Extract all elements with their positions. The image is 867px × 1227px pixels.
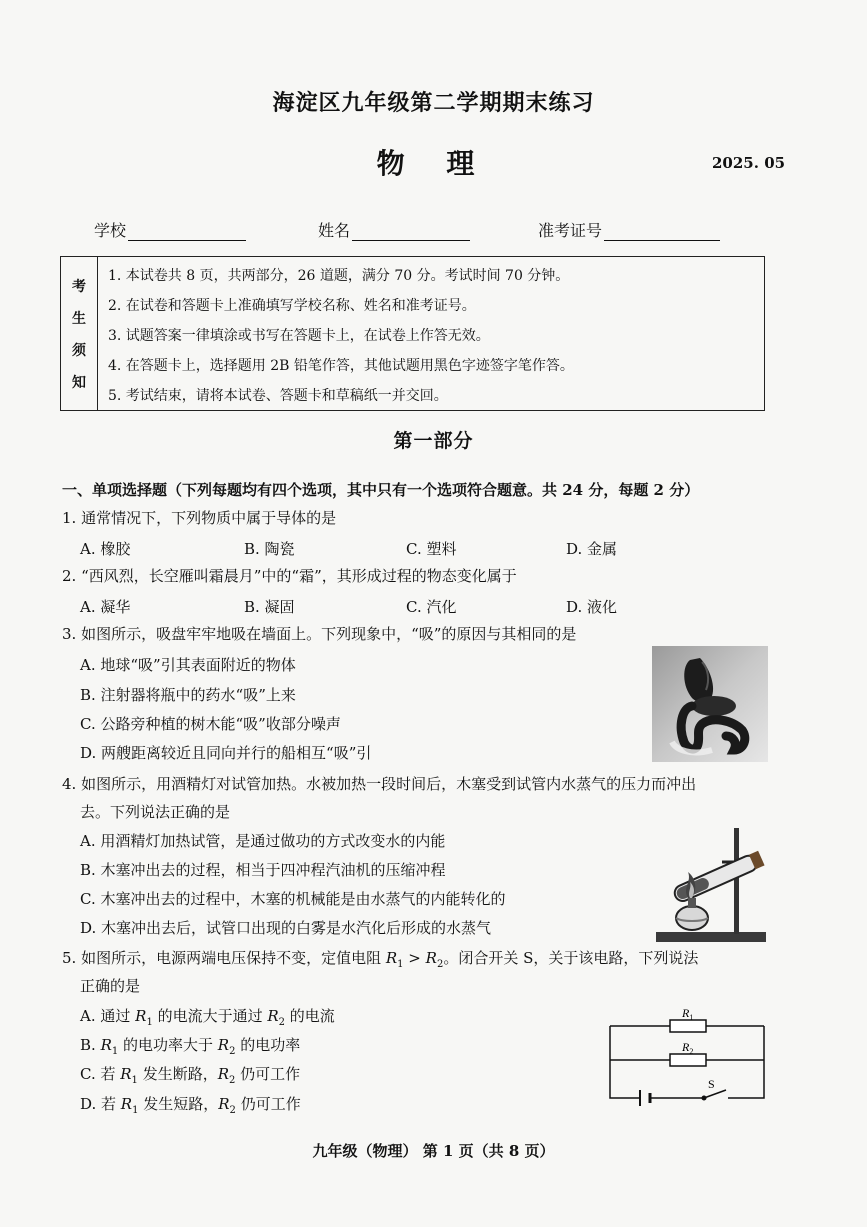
q2-option-c[interactable]: C. 汽化 — [406, 598, 457, 616]
q5-option-a[interactable]: A. 通过 $R_1$ 的电流大于通过 $R_2$ 的电流 — [80, 1007, 335, 1028]
question-3-stem: 3. 如图所示，吸盘牢牢地吸在墙面上。下列现象中，“吸”的原因与其相同的是 — [62, 625, 577, 643]
name-field[interactable] — [318, 218, 470, 241]
q2-option-d[interactable]: D. 液化 — [566, 598, 618, 616]
exam-date: 2025. 05 — [712, 154, 786, 172]
q3-option-d[interactable]: D. 两艘距离较近且同向并行的船相互“吸”引 — [80, 744, 372, 762]
switch-s — [704, 1090, 726, 1098]
q5-option-b[interactable]: B. $R_1$ 的电功率大于 $R_2$ 的电功率 — [80, 1036, 301, 1057]
resistor-r2 — [670, 1054, 706, 1066]
label-r1: $R_1$ — [682, 1006, 694, 1022]
notice-item: 5. 考试结束，请将本试卷、答题卡和草稿纸一并交回。 — [108, 388, 448, 404]
q4-option-b[interactable]: B. 木塞冲出去的过程，相当于四冲程汽油机的压缩冲程 — [80, 861, 446, 879]
suction-cup-photo — [652, 646, 768, 762]
label-r2: $R_2$ — [682, 1040, 694, 1056]
circuit-diagram — [604, 1002, 774, 1112]
school-field[interactable] — [94, 218, 246, 241]
notice-items — [98, 257, 764, 410]
question-5-stem-line1: 5. 如图所示，电源两端电压保持不变，定值电阻 $R_1 > R_2$。闭合开关 S，关于该电路，下列说法 — [62, 949, 699, 970]
school-label: 学校 — [94, 221, 127, 240]
resistor-r1 — [670, 1020, 706, 1032]
q3-option-b[interactable]: B. 注射器将瓶中的药水“吸”上来 — [80, 686, 296, 704]
notice-item: 1. 本试卷共 8 页，共两部分，26 道题，满分 70 分。考试时间 70 分钟。 — [108, 268, 570, 284]
question-2-stem: 2. “西风烈，长空雁叫霜晨月”中的“霜”，其形成过程的物态变化属于 — [62, 567, 517, 585]
q3-option-a[interactable]: A. 地球“吸”引其表面附近的物体 — [80, 656, 296, 674]
question-4-stem-line1: 4. 如图所示，用酒精灯对试管加热。水被加热一段时间后，木塞受到试管内水蒸气的压力而冲出 — [62, 775, 697, 793]
q4-option-d[interactable]: D. 木塞冲出去后，试管口出现的白雾是水汽化后形成的水蒸气 — [80, 919, 492, 937]
name-blank[interactable] — [352, 222, 470, 241]
exam-id-field[interactable] — [538, 218, 720, 241]
q5-option-c[interactable]: C. 若 $R_1$ 发生断路，$R_2$ 仍可工作 — [80, 1065, 301, 1086]
section-title: 一、单项选择题（下列每题均有四个选项，其中只有一个选项符合题意。共 24 分，每题 2 分） — [62, 481, 700, 499]
question-4-stem-line2: 去。下列说法正确的是 — [80, 803, 231, 821]
part-title: 第一部分 — [393, 430, 474, 452]
page-footer: 九年级（物理） 第 1 页（共 8 页） — [312, 1142, 555, 1160]
notice-item: 4. 在答题卡上，选择题用 2B 铅笔作答，其他试题用黑色字迹签字笔作答。 — [108, 358, 574, 374]
exam-id-label: 准考证号 — [538, 221, 603, 240]
q1-option-d[interactable]: D. 金属 — [566, 540, 618, 558]
school-blank[interactable] — [128, 222, 246, 241]
q1-option-a[interactable]: A. 橡胶 — [80, 540, 131, 558]
exam-notice-box — [60, 256, 765, 411]
test-tube-heating-apparatus — [652, 822, 770, 944]
label-switch: S — [708, 1077, 715, 1091]
q3-option-c[interactable]: C. 公路旁种植的树木能“吸”收部分噪声 — [80, 715, 341, 733]
subject-title: 物 理 — [376, 147, 491, 180]
notice-label: 考 生 须 知 — [61, 257, 98, 410]
question-1-stem: 1. 通常情况下，下列物质中属于导体的是 — [62, 509, 337, 527]
q4-option-a[interactable]: A. 用酒精灯加热试管，是通过做功的方式改变水的内能 — [80, 832, 446, 850]
q1-option-b[interactable]: B. 陶瓷 — [244, 540, 295, 558]
name-label: 姓名 — [318, 221, 351, 240]
question-5-stem-line2: 正确的是 — [80, 977, 141, 995]
q1-option-c[interactable]: C. 塑料 — [406, 540, 457, 558]
exam-title: 海淀区九年级第二学期期末练习 — [272, 90, 595, 116]
q5-option-d[interactable]: D. 若 $R_1$ 发生短路，$R_2$ 仍可工作 — [80, 1095, 301, 1116]
exam-id-blank[interactable] — [604, 222, 720, 241]
q2-option-a[interactable]: A. 凝华 — [80, 598, 131, 616]
q4-option-c[interactable]: C. 木塞冲出去的过程中，木塞的机械能是由水蒸气的内能转化的 — [80, 890, 506, 908]
notice-item: 2. 在试卷和答题卡上准确填写学校名称、姓名和准考证号。 — [108, 298, 476, 314]
notice-item: 3. 试题答案一律填涂或书写在答题卡上，在试卷上作答无效。 — [108, 328, 490, 344]
q2-option-b[interactable]: B. 凝固 — [244, 598, 295, 616]
